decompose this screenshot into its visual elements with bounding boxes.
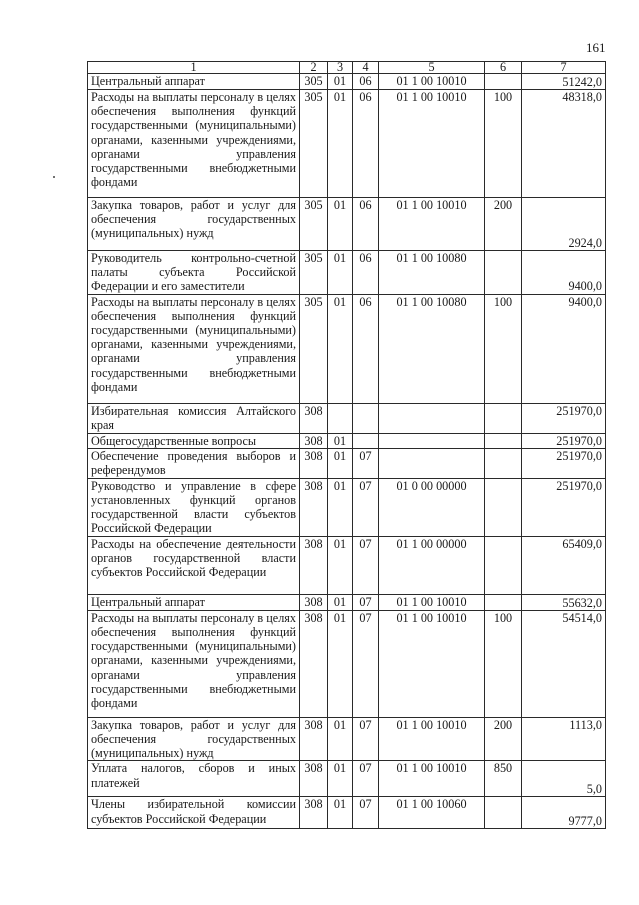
code-cell [485,448,522,478]
expense-name: Обеспечение проведения выборов и референдумов [88,448,300,478]
table-row [88,251,606,295]
column-number: 3 [328,62,353,74]
code-cell: 01 [328,251,353,295]
code-cell: 850 [485,761,522,797]
amount-cell: 1113,0 [522,717,606,761]
expense-name: Расходы на выплаты персоналу в целях обеспечения выполнения функций государственными (муниципальными) органами, казенными учреждениями, органами управления государственными внебюджетными фондами [88,610,300,717]
code-cell: 01 1 00 00000 [379,536,485,594]
code-cell: 308 [300,761,328,797]
table-row [88,403,606,433]
code-cell [328,403,353,433]
code-cell [485,403,522,433]
expense-name: Руководство и управление в сфере установленных функций органов государственной власти субъектов Российской Федерации [88,478,300,536]
code-cell: 305 [300,90,328,198]
code-cell [485,797,522,829]
code-cell: 308 [300,717,328,761]
code-cell: 308 [300,448,328,478]
code-cell [353,433,379,448]
code-cell: 01 [328,90,353,198]
table-row [88,536,606,594]
code-cell [379,403,485,433]
code-cell: 07 [353,761,379,797]
code-cell [379,433,485,448]
column-number: 7 [522,62,606,74]
code-cell: 305 [300,198,328,251]
code-cell: 308 [300,478,328,536]
code-cell: 308 [300,433,328,448]
code-cell: 01 1 00 10010 [379,761,485,797]
code-cell: 06 [353,198,379,251]
code-cell: 01 1 00 10060 [379,797,485,829]
code-cell: 01 1 00 10080 [379,251,485,295]
code-cell: 01 [328,478,353,536]
code-cell: 305 [300,74,328,90]
code-cell [485,74,522,90]
code-cell: 200 [485,717,522,761]
code-cell: 01 1 00 10010 [379,74,485,90]
expense-name: Расходы на обеспечение деятельности органов государственной власти субъектов Российской Федерации [88,536,300,594]
code-cell: 01 1 00 10010 [379,90,485,198]
expense-name: Центральный аппарат [88,594,300,610]
code-cell: 01 1 00 10010 [379,198,485,251]
code-cell [485,594,522,610]
code-cell [353,403,379,433]
scan-speck [53,176,55,178]
code-cell: 308 [300,594,328,610]
code-cell [485,536,522,594]
table-row [88,90,606,198]
column-number: 6 [485,62,522,74]
code-cell: 308 [300,610,328,717]
table-row [88,448,606,478]
code-cell: 100 [485,90,522,198]
amount-cell: 48318,0 [522,90,606,198]
expense-name: Закупка товаров, работ и услуг для обеспечения государственных (муниципальных) нужд [88,198,300,251]
code-cell: 01 1 00 10080 [379,294,485,403]
code-cell: 06 [353,90,379,198]
expense-name: Члены избирательной комиссии субъектов Российской Федерации [88,797,300,829]
expense-name: Руководитель контрольно-счетной палаты субъекта Российской Федерации и его заместители [88,251,300,295]
amount-cell: 55632,0 [522,594,606,610]
expense-name: Закупка товаров, работ и услуг для обеспечения государственных (муниципальных) нужд [88,717,300,761]
code-cell: 01 [328,610,353,717]
expense-name: Расходы на выплаты персоналу в целях обеспечения выполнения функций государственными (муниципальными) органами, казенными учреждениями, органами управления государственными внебюджетными фондами [88,294,300,403]
amount-cell: 9777,0 [522,797,606,829]
code-cell: 07 [353,448,379,478]
code-cell: 06 [353,294,379,403]
code-cell: 305 [300,294,328,403]
column-number: 1 [88,62,300,74]
column-number-row [88,62,606,74]
code-cell: 07 [353,717,379,761]
code-cell: 01 [328,74,353,90]
budget-table [87,61,606,829]
table-row [88,478,606,536]
amount-cell: 54514,0 [522,610,606,717]
code-cell: 200 [485,198,522,251]
amount-cell: 251970,0 [522,403,606,433]
code-cell [485,433,522,448]
amount-cell: 51242,0 [522,74,606,90]
amount-cell: 65409,0 [522,536,606,594]
table-row [88,797,606,829]
amount-cell: 5,0 [522,761,606,797]
table-row [88,433,606,448]
code-cell: 07 [353,610,379,717]
code-cell [485,478,522,536]
amount-cell: 9400,0 [522,294,606,403]
code-cell: 01 1 00 10010 [379,594,485,610]
amount-cell: 2924,0 [522,198,606,251]
amount-cell: 9400,0 [522,251,606,295]
code-cell: 308 [300,797,328,829]
code-cell: 01 [328,198,353,251]
code-cell: 100 [485,610,522,717]
code-cell: 01 [328,536,353,594]
code-cell: 01 1 00 10010 [379,717,485,761]
code-cell: 06 [353,251,379,295]
amount-cell: 251970,0 [522,478,606,536]
code-cell: 07 [353,594,379,610]
code-cell: 100 [485,294,522,403]
column-number: 2 [300,62,328,74]
table-row [88,717,606,761]
amount-cell: 251970,0 [522,433,606,448]
code-cell [485,251,522,295]
expense-name: Уплата налогов, сборов и иных платежей [88,761,300,797]
code-cell: 308 [300,536,328,594]
page-number: 161 [586,40,606,55]
code-cell: 01 [328,594,353,610]
code-cell [379,448,485,478]
table-row [88,594,606,610]
code-cell: 01 1 00 10010 [379,610,485,717]
code-cell: 01 [328,797,353,829]
table-row [88,74,606,90]
amount-cell: 251970,0 [522,448,606,478]
code-cell: 07 [353,536,379,594]
table-row [88,198,606,251]
code-cell: 01 [328,294,353,403]
code-cell: 07 [353,478,379,536]
expense-name: Общегосударственные вопросы [88,433,300,448]
column-number: 5 [379,62,485,74]
expense-name: Избирательная комиссия Алтайского края [88,403,300,433]
table-row [88,610,606,717]
code-cell: 06 [353,74,379,90]
code-cell: 07 [353,797,379,829]
table-row [88,761,606,797]
code-cell: 01 [328,433,353,448]
code-cell: 01 [328,761,353,797]
code-cell: 01 [328,717,353,761]
code-cell: 01 [328,448,353,478]
code-cell: 305 [300,251,328,295]
code-cell: 01 0 00 00000 [379,478,485,536]
column-number: 4 [353,62,379,74]
expense-name: Центральный аппарат [88,74,300,90]
code-cell: 308 [300,403,328,433]
expense-name: Расходы на выплаты персоналу в целях обеспечения выполнения функций государственными (муниципальными) органами, казенными учреждениями, органами управления государственными внебюджетными фондами [88,90,300,198]
table-row [88,294,606,403]
